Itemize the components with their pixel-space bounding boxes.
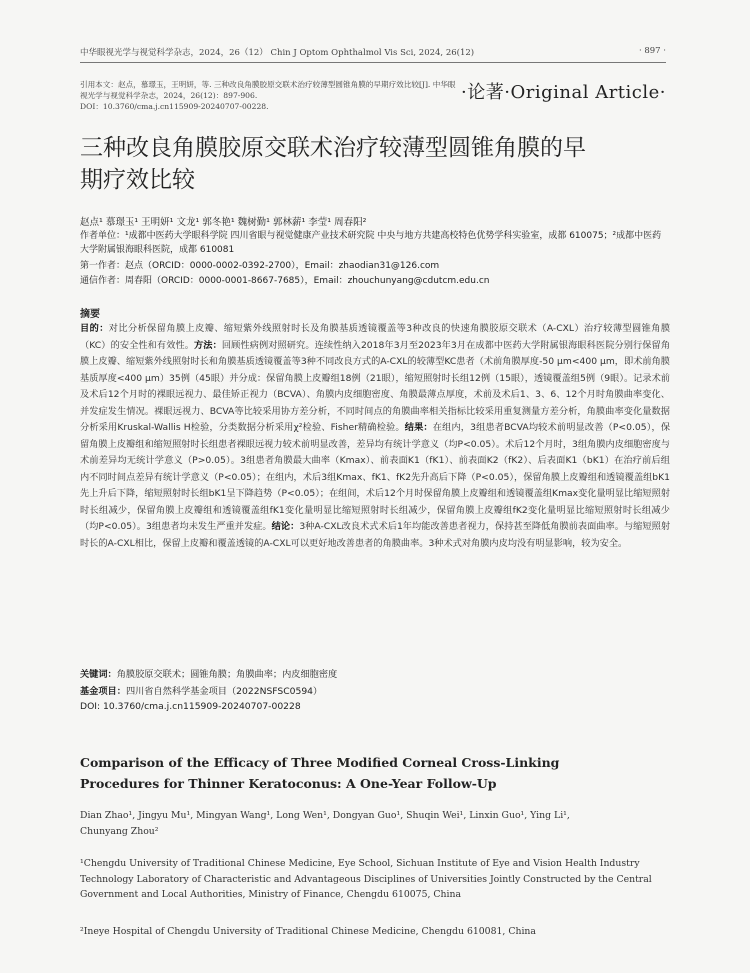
abstract-heading: 摘要 [80,309,100,320]
objective-label: 目的： [80,323,109,334]
methods-text: 回顾性病例对照研究。连续性纳入2018年3月至2023年3月在成都中医药大学附属银海眼科医院分别行保留角膜上皮瓣、缩短紫外线照射时长和角膜基质透镜覆盖等3种不同改良方式的A-CXL的较薄型KC患者（术前角膜厚度-50 μm<400 μm，即术前角膜基质厚度<400 μm）35例（45眼）并分成：保留角膜上皮瓣组18例（21眼），缩短照射时长组12例（15眼），透镜覆盖组5例（9眼）。记录术前及术后12个月时的裸眼远视力、最佳矫正视力（BCVA）、角膜内皮细胞密度、角膜最薄点厚度，术前及术后1、3、6、12个月时角膜曲率变化、并发症发生情况。裸眼远视力、BCVA等比较采用协方差分析，不同时间点的角膜曲率相关指标比较采用重复测量方差分析，角膜曲率变化量数据分析采用Kruskal-Wallis H检验，分类数据分析采用χ²检验、Fisher精确检验。 [80,339,671,433]
affiliation-en-1: ¹Chengdu University of Traditional Chinese Medicine, Eye School, Sichuan Institute of Eye and Vision Health Industry Technology Laboratory of Characteristic and Advantageous Disciplines of Universities Jointly Constructed by the Central Government and Local Authorities, Ministry of Finance, Chengdu 610075, China [80,858,652,900]
fund-label: 基金项目： [80,686,126,697]
fund-info [80,683,322,697]
objective-text: 对比分析保留角膜上皮瓣、缩短紫外线照射时长及角膜基质透镜覆盖等3种改良的快速角膜胶原交联术（A-CXL）治疗较薄型圆锥角膜（KC）的安全性和有效性。 [80,323,671,351]
title-en: Comparison of the Efficacy of Three Modified Corneal Cross-Linking Procedures for Thinner Keratoconus: A One-Year Follow-Up [80,755,560,791]
running-header [80,46,666,58]
authors-cn: 赵点¹ 慕璟玉¹ 王明妍¹ 文龙¹ 郭冬艳¹ 魏树勤¹ 郭林薪¹ 李莹¹ 周春阳² [80,217,367,228]
authors-en: Dian Zhao¹, Jingyu Mu¹, Mingyan Wang¹, Long Wen¹, Dongyan Guo¹, Shuqin Wei¹, Linxin Guo¹, Ying Li¹, Chunyang Zhou² [80,810,570,837]
page-number: · 897 · [638,46,666,56]
fund-text: 四川省自然科学基金项目（2022NSFSC0594） [125,686,323,697]
affiliation-en-2: ²Ineye Hospital of Chengdu University of Traditional Chinese Medicine, Chengdu 610081, China [80,926,536,937]
journal-header: 中华眼视光学与视觉科学杂志，2024，26（12） Chin J Optom Ophthalmol Vis Sci, 2024, 26(12) [80,48,475,58]
conclusion-text: 3种A-CXL改良术式术后1年均能改善患者视力，保持甚至降低角膜前表面曲率。与缩短照射时长的A-CXL相比，保留上皮瓣和覆盖透镜的A-CXL可以更好地改善患者的角膜曲率。3种术式对角膜内皮均没有明显影响，较为安全。 [80,521,671,549]
first-author-info: 第一作者：赵点（ORCID：0000-0002-0392-2700），Email：zhaodian31@126.com [80,261,440,271]
citation-text: 引用本文：赵点，慕璟玉，王明妍，等. 三种改良角膜胶原交联术治疗较薄型圆锥角膜的早期疗效比较[J]. 中华眼视光学与视觉科学杂志，2024，26(12)：897-906. [80,80,456,100]
abstract-body [80,321,670,552]
keywords [80,666,337,680]
keywords-text: 角膜胶原交联术；圆锥角膜；角膜曲率；内皮细胞密度 [116,669,338,680]
affiliations-cn: 作者单位：¹成都中医药大学眼科学院 四川省眼与视觉健康产业技术研究院 中央与地方共建高校特色优势学科实验室，成都 610075；²成都中医药大学附属银海眼科医院，成都 610081 [80,231,662,255]
results-label: 结果： [404,422,433,433]
header-divider [80,62,666,63]
citation-block [80,79,460,112]
keywords-label: 关键词： [80,669,117,680]
article-type-tag: ·论著·Original Article· [461,82,666,103]
citation-doi: DOI：10.3760/cma.j.cn115909-20240707-00228. [80,102,269,111]
doi-line: DOI: 10.3760/cma.j.cn115909-20240707-00228 [80,701,301,712]
corresponding-author-info: 通信作者：周春阳（ORCID：0000-0001-8667-7685），Email：zhouchunyang@cdutcm.edu.cn [80,276,490,286]
results-text: 在组内，3组患者BCVA均较术前明显改善（P<0.05），保留角膜上皮瓣组和缩短照射时长组患者裸眼远视力较术前明显改善，差异均有统计学意义（均P<0.05）。术后12个月时，3组角膜内皮细胞密度与术前差异均无统计学意义（P>0.05）。3组患者角膜最大曲率（Kmax）、前表面K1（fK1）、前表面K2（fK2）、后表面K1（bK1）在治疗前后组内不同时间点差异有统计学意义（P<0.05）；在组内，术后3组Kmax、fK1、fK2先升高后下降（P<0.05），保留角膜上皮瓣组和透镜覆盖组bK1先上升后下降，缩短照射时长组bK1呈下降趋势（P<0.05）；在组间，术后12个月时保留角膜上皮瓣组和透镜覆盖组Kmax变化量明显比缩短照射时长组减少，保留角膜上皮瓣组和透镜覆盖组fK1变化量明显比缩短照射时长组减少，保留角膜上皮瓣组fK2变化量明显比缩短照射时长组减少（均P<0.05）。3组患者均未发生严重并发症。 [80,422,671,532]
methods-label: 方法： [194,339,222,351]
conclusion-label: 结论： [271,521,300,532]
title-cn: 三种改良角膜胶原交联术治疗较薄型圆锥角膜的早期疗效比较 [80,135,586,193]
